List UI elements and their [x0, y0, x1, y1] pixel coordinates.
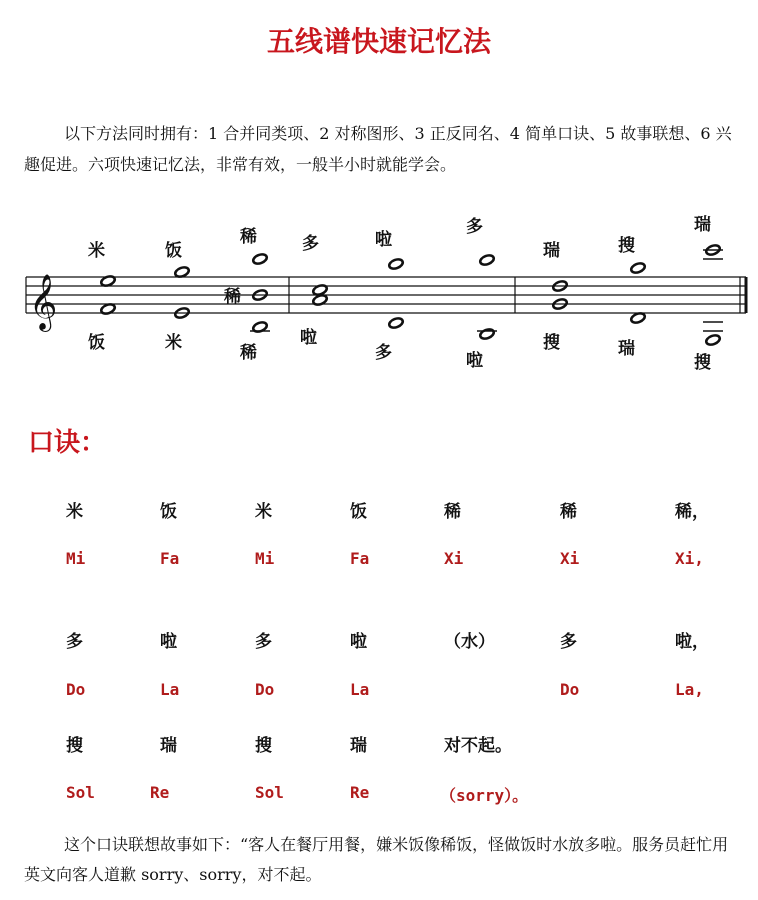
- mnemonic-cell: 对不起。: [444, 736, 512, 756]
- mnemonic-cell-solfege: Do: [560, 680, 580, 699]
- staff-label-bottom: 瑞: [618, 339, 635, 359]
- note-do: [479, 254, 495, 267]
- mnemonic-cell-solfege: Fa: [160, 549, 180, 568]
- staff-label-bottom: 米: [165, 333, 182, 353]
- music-staff: [0, 200, 758, 385]
- mnemonic-cell-solfege: Do: [66, 680, 86, 699]
- mnemonic-cell: 啦: [350, 632, 367, 652]
- mnemonic-cell: 多: [255, 632, 272, 652]
- staff-label-bottom: 啦: [300, 328, 317, 348]
- staff-label-top: 稀: [240, 227, 257, 247]
- ledger-lines: [250, 250, 723, 331]
- mnemonic-cell-solfege: Mi: [66, 549, 86, 568]
- note-la: [388, 258, 404, 271]
- mnemonic-cell: 饭: [160, 502, 177, 522]
- mnemonic-cell: 瑞: [160, 736, 177, 756]
- treble-clef-icon: 𝄞: [29, 274, 58, 330]
- staff-label-top: 瑞: [694, 215, 711, 235]
- mnemonic-cell-solfege: La: [350, 680, 370, 699]
- mnemonic-cell: 多: [560, 632, 577, 652]
- mnemonic-heading: 口诀：: [28, 428, 107, 458]
- staff-label-bottom: 搜: [543, 333, 560, 353]
- staff-label-top: 啦: [375, 230, 392, 250]
- note-sol: [630, 262, 646, 275]
- staff-label-mid: 稀: [224, 287, 241, 307]
- mnemonic-cell-solfege: Sol: [66, 783, 95, 802]
- story-paragraph: 这个口诀联想故事如下：“客人在餐厅用餐，嫌米饭像稀饭，怪做饭时水放多啦。服务员赶忙用英文向客人道歉 sorry、sorry，对不起。: [24, 835, 729, 884]
- mnemonic-cell-solfege: Re: [350, 783, 370, 802]
- mnemonic-cell: 米: [66, 502, 83, 522]
- staff-label-bottom: 饭: [88, 333, 105, 353]
- mnemonic-cell-solfege: Xi,: [675, 549, 704, 568]
- staff-label-bottom: 多: [375, 343, 392, 363]
- mnemonic-cell: 稀: [560, 502, 577, 522]
- mnemonic-cell: （水）: [444, 632, 495, 652]
- staff-label-top: 瑞: [543, 241, 560, 261]
- note-do: [388, 317, 404, 330]
- mnemonic-cell-solfege: Sol: [255, 783, 284, 802]
- mnemonic-cell: 饭: [350, 502, 367, 522]
- mnemonic-cell: 搜: [255, 736, 272, 756]
- mnemonic-cell-solfege: La: [160, 680, 180, 699]
- mnemonic-cell-solfege: （sorry）。: [440, 786, 529, 805]
- mnemonic-cell-solfege: Mi: [255, 549, 275, 568]
- mnemonic-cell: 瑞: [350, 736, 367, 756]
- note-la: [479, 328, 495, 341]
- staff-label-top: 多: [466, 217, 483, 237]
- staff-lines: [26, 277, 746, 313]
- intro-paragraph: 以下方法同时拥有：1 合并同类项、2 对称图形、3 正反同名、4 简单口诀、5 故事联想、6 兴趣促进。六项快速记忆法，非常有效，一般半小时就能学会。: [24, 124, 732, 174]
- mnemonic-cell: 搜: [66, 736, 83, 756]
- mnemonic-cell: 稀: [444, 502, 461, 522]
- staff-label-top: 米: [88, 241, 105, 261]
- staff-label-bottom: 啦: [466, 351, 483, 371]
- note-labels: [88, 214, 711, 373]
- staff-label-top: 搜: [618, 236, 635, 256]
- mnemonic-cell: 稀，: [675, 502, 709, 522]
- staff-label-top: 饭: [165, 241, 182, 261]
- staff-label-bottom: 搜: [694, 353, 711, 373]
- mnemonic-cell-solfege: Re: [150, 783, 170, 802]
- staff-label-bottom: 稀: [240, 343, 257, 363]
- mnemonic-cell: 米: [255, 502, 272, 522]
- note-xi: [252, 253, 268, 266]
- mnemonic-cell-solfege: Xi: [444, 549, 464, 568]
- mnemonic-cell: 啦，: [675, 632, 709, 652]
- mnemonic-cell-solfege: Xi: [560, 549, 580, 568]
- staff-label-top: 多: [302, 234, 319, 254]
- mnemonic-cell-solfege: Fa: [350, 549, 370, 568]
- note-sol: [705, 334, 721, 347]
- page-title: 五线谱快速记忆法: [266, 25, 491, 58]
- mnemonic-cell: 多: [66, 632, 83, 652]
- mnemonic-cell-solfege: La,: [675, 680, 704, 699]
- mnemonic-cell-solfege: Do: [255, 680, 275, 699]
- mnemonic-cell: 啦: [160, 632, 177, 652]
